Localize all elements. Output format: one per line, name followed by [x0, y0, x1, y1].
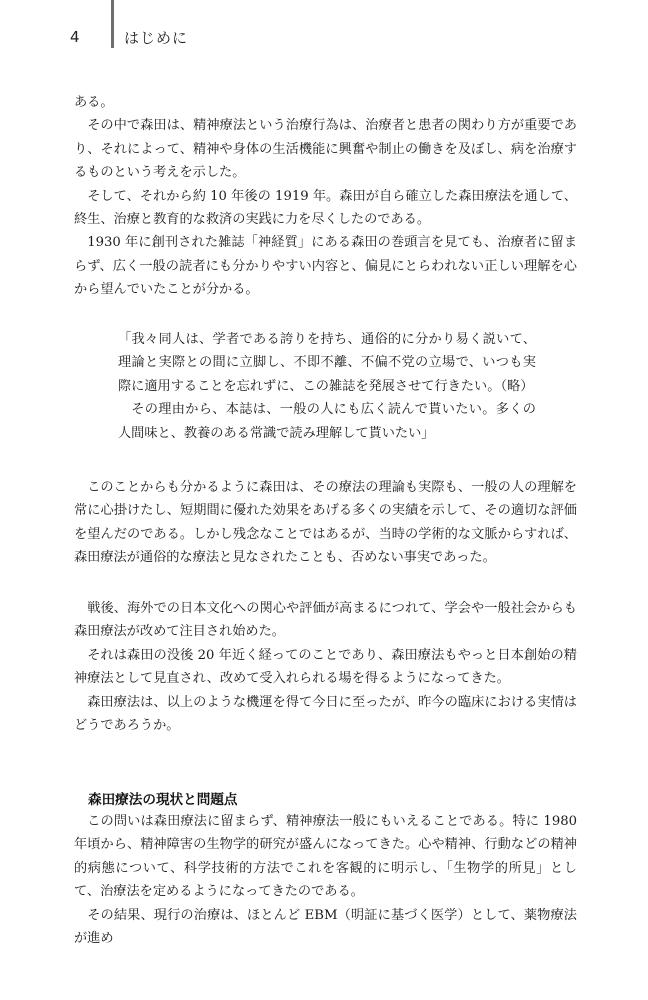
postwar-section [74, 597, 577, 737]
quote-paragraph: 「我々同人は、学者である誇りを持ち、通俗的に分かり易く説いて、理論と実際との間に立脚し、不即不離、不偏不党の立場で、いつも実際に適用することを忘れずに、この雑誌を発展させて行きたい。（略） [118, 332, 536, 394]
chapter-title: はじめに [124, 29, 189, 47]
paragraph: 森田療法は、以上のような機運を得て今日に至ったが、昨今の臨床における実情はどうであろうか。 [74, 694, 577, 734]
quote-paragraph: その理由から、本誌は、一般の人にも広く読んで貰いたい。多くの人間味と、教養のある常識で読み理解して貰いたい」 [118, 402, 536, 441]
page-number: 4 [70, 28, 80, 46]
paragraph: このことからも分かるように森田は、その療法の理論も実際も、一般の人の理解を常に心掛けたし、短期間に優れた効果をあげる多くの実績を示して、その適切な評価を望んだのである。しかし残念なことではあるが、当時の学術的な文脈からすれば、森田療法が通俗的な療法と見なされたことも、否めない事実であった。 [74, 480, 577, 566]
paragraph: 1930 年に創刊された雑誌「神経質」にある森田の巻頭言を見ても、治療者に留まらず、広く一般の読者にも分かりやすい内容と、偏見にとらわれない正しい理解を心から望んでいたことが分かる。 [74, 235, 577, 298]
header-divider [111, 0, 114, 48]
reflection-section [74, 476, 577, 570]
paragraph: この問いは森田療法に留まらず、精神療法一般にもいえることである。特に 1980 年頃から、精神障害の生物学的研究が盛んになってきた。心や精神、行動などの精神的病態について、科学技術的方法でこれを客観的に明示し、「生物学的所見」として、治療法を定めるようになってきたのである。 [74, 814, 577, 900]
paragraph: それは森田の没後 20 年近く経ってのことであり、森田療法もやっと日本創始の精神療法として見直され、改めて受入れられる場を得るようになってきた。 [74, 647, 577, 687]
paragraph: その中で森田は、精神療法という治療行為は、治療者と患者の関わり方が重要であり、それによって、精神や身体の生活機能に興奮や制止の働きを及ぼし、病を治療するものという考えを示した。 [74, 118, 577, 181]
paragraph: ある。 [74, 95, 114, 110]
current-status-section [74, 810, 577, 950]
intro-section [74, 91, 577, 302]
section-heading: 森田療法の現状と問題点 [88, 792, 238, 808]
paragraph: そして、それから約 10 年後の 1919 年。森田が自ら確立した森田療法を通して、終生、治療と教育的な救済の実践に力を尽くしたのである。 [74, 188, 577, 228]
block-quote [118, 328, 536, 445]
paragraph: その結果、現行の治療は、ほとんど EBM（明証に基づく医学）として、薬物療法が進め [74, 907, 577, 947]
page-header [0, 0, 648, 50]
paragraph: 戦後、海外での日本文化への関心や評価が高まるにつれて、学会や一般社会からも森田療法が改めて注目され始めた。 [74, 601, 577, 640]
